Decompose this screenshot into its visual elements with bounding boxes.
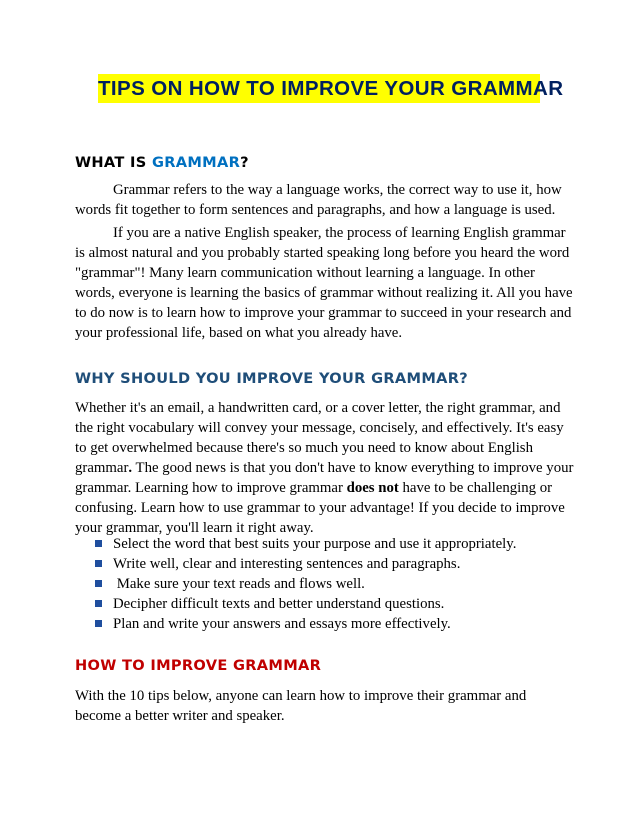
list-item — [93, 614, 573, 634]
list-item-text: Make sure your text reads and flows well. — [113, 576, 365, 592]
list-item-text: Decipher difficult texts and better understand questions. — [113, 596, 445, 612]
list-item-text: Plan and write your answers and essays more effectively. — [113, 616, 451, 632]
benefits-list — [93, 534, 573, 634]
why-bold-does-not: does not — [346, 480, 399, 496]
heading-how-to-improve: HOW TO IMPROVE GRAMMAR — [75, 657, 322, 674]
paragraph-grammar-definition: Grammar refers to the way a language works, the correct way to use it, how words fit together to form sentences and paragraphs, and how a language is used. — [75, 182, 562, 218]
heading-what-prefix: WHAT IS — [75, 154, 152, 171]
why-text-part1: Whether it's an email, a handwritten card, or a cover letter, the right grammar, and the right vocabulary will convey your message, concisely, and effectively. It's easy to get overwhelmed because there's so much you need to know about English grammar — [75, 400, 564, 476]
why-text-part2: The good news is that you don't have to know everything to improve your grammar. Learning how to improve grammar — [75, 460, 574, 496]
heading-what-accent: GRAMMAR — [151, 154, 241, 171]
square-bullet-icon — [95, 560, 102, 567]
document-title: TIPS ON HOW TO IMPROVE YOUR GRAMMAR — [98, 74, 540, 103]
paragraph-native-speaker: If you are a native English speaker, the process of learning English grammar is almost natural and you probably started speaking long before you heard the word "grammar"! Many learn communication without learning a language. In other words, everyone is learning the basics of grammar without realizing it. All you have to do now is to learn how to improve your grammar to succeed in your research and your professional life, based on what you already have. — [75, 225, 573, 341]
square-bullet-icon — [95, 540, 102, 547]
list-item-text: Select the word that best suits your purpose and use it appropriately. — [113, 536, 517, 552]
square-bullet-icon — [95, 580, 102, 587]
paragraph-how-to-improve: With the 10 tips below, anyone can learn how to improve their grammar and become a better writer and speaker. — [75, 688, 527, 724]
list-item-text: Write well, clear and interesting sentences and paragraphs. — [113, 556, 461, 572]
why-bold-period: . — [128, 460, 133, 476]
list-item — [93, 574, 573, 594]
heading-why-improve: WHY SHOULD YOU IMPROVE YOUR GRAMMAR? — [75, 370, 469, 387]
square-bullet-icon — [95, 600, 102, 607]
list-item — [93, 554, 573, 574]
square-bullet-icon — [95, 620, 102, 627]
heading-what-is-grammar — [75, 153, 249, 173]
heading-what-suffix: ? — [240, 154, 249, 171]
list-item — [93, 594, 573, 614]
paragraph-why-improve — [75, 398, 575, 538]
list-item — [93, 534, 573, 554]
why-text-part3: have to be challenging or confusing. Learn how to use grammar to your advantage! If you decide to improve your grammar, you'll learn it right away. — [75, 480, 565, 536]
